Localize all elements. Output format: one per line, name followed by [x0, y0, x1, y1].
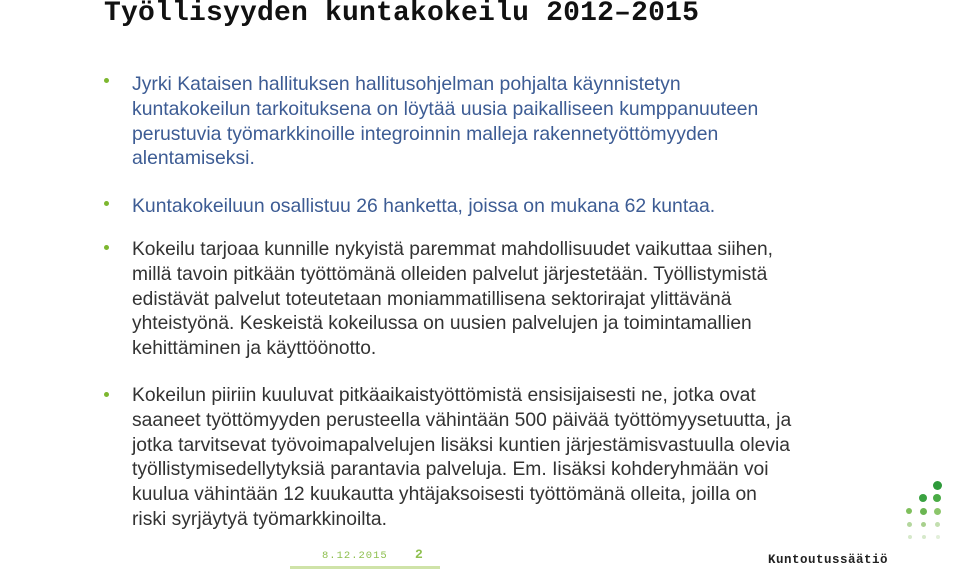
- bullet-line: alentamiseksi.: [132, 147, 255, 170]
- bullet-line: Kokeilu tarjoaa kunnille nykyistä paremmat mahdollisuudet vaikuttaa siihen,: [132, 239, 773, 260]
- bullet-line: työllistymisedellytyksiä parantavia palveluja. Em. Iisäksi kohderyhmään voi: [132, 459, 769, 481]
- bullet-line: riski syrjäytyä työmarkkinoilta.: [132, 508, 387, 530]
- bullet-line: millä tavoin pitkään työttömänä olleiden palvelut järjestetään. Työllistymistä: [132, 263, 768, 285]
- bullet-text: [132, 384, 791, 533]
- bullet-dot-icon: [104, 78, 109, 83]
- bullet-text: [132, 72, 758, 171]
- slide-title: Työllisyyden kuntakokeilu 2012–2015: [104, 0, 700, 29]
- dot-grid-logo-icon: [900, 475, 960, 555]
- bullet-line: jotka tarvitsevat työvoimapalvelujen lisäksi kuntien järjestämisvastuulla olevia: [132, 434, 791, 456]
- bullet-text: [132, 194, 715, 218]
- bullet-line: Jyrki Kataisen hallituksen hallitusohjelman pohjalta käynnistetyn: [132, 73, 681, 95]
- page-number: 2: [415, 547, 423, 562]
- footer-divider: [290, 566, 440, 569]
- organization-logo-text: Kuntoutussäätiö: [768, 553, 889, 567]
- bullet-dot-icon: [104, 201, 109, 206]
- bullet-text: [132, 238, 773, 362]
- footer-date: 8.12.2015: [322, 550, 388, 562]
- bullet-line: saaneet työttömyyden perusteella vähintään 500 päivää työttömyysetuutta, ja: [132, 409, 792, 431]
- bullet-line: kuulua vähintään 12 kuukautta yhtäjaksoisesti työttömänä olleita, joilla on: [132, 484, 757, 506]
- bullet-dot-icon: [104, 245, 109, 250]
- bullet-line: Kuntakokeiluun osallistuu 26 hanketta, joissa on mukana 62 kuntaa.: [132, 195, 716, 217]
- bullet-line: yhteistyönä. Keskeistä kokeilussa on uusien palvelujen ja toimintamallien: [132, 313, 752, 335]
- bullet-line: kuntakokeilun tarkoituksena on löytää uusia paikalliseen kumppanuuteen: [132, 97, 759, 120]
- bullet-line: Kokeilun piiriin kuuluvat pitkäaikaistyöttömistä ensisijaisesti ne, jotka ovat: [132, 385, 756, 406]
- bullet-line: kehittäminen ja käyttöönotto.: [132, 338, 377, 360]
- bullet-line: perustuvia työmarkkinoille integroinnin malleja rakennetyöttömyyden: [132, 122, 719, 145]
- bullet-dot-icon: [104, 392, 109, 397]
- bullet-line: edistävät palvelut toteutetaan moniammatillisena sektorirajat ylittävänä: [132, 288, 732, 310]
